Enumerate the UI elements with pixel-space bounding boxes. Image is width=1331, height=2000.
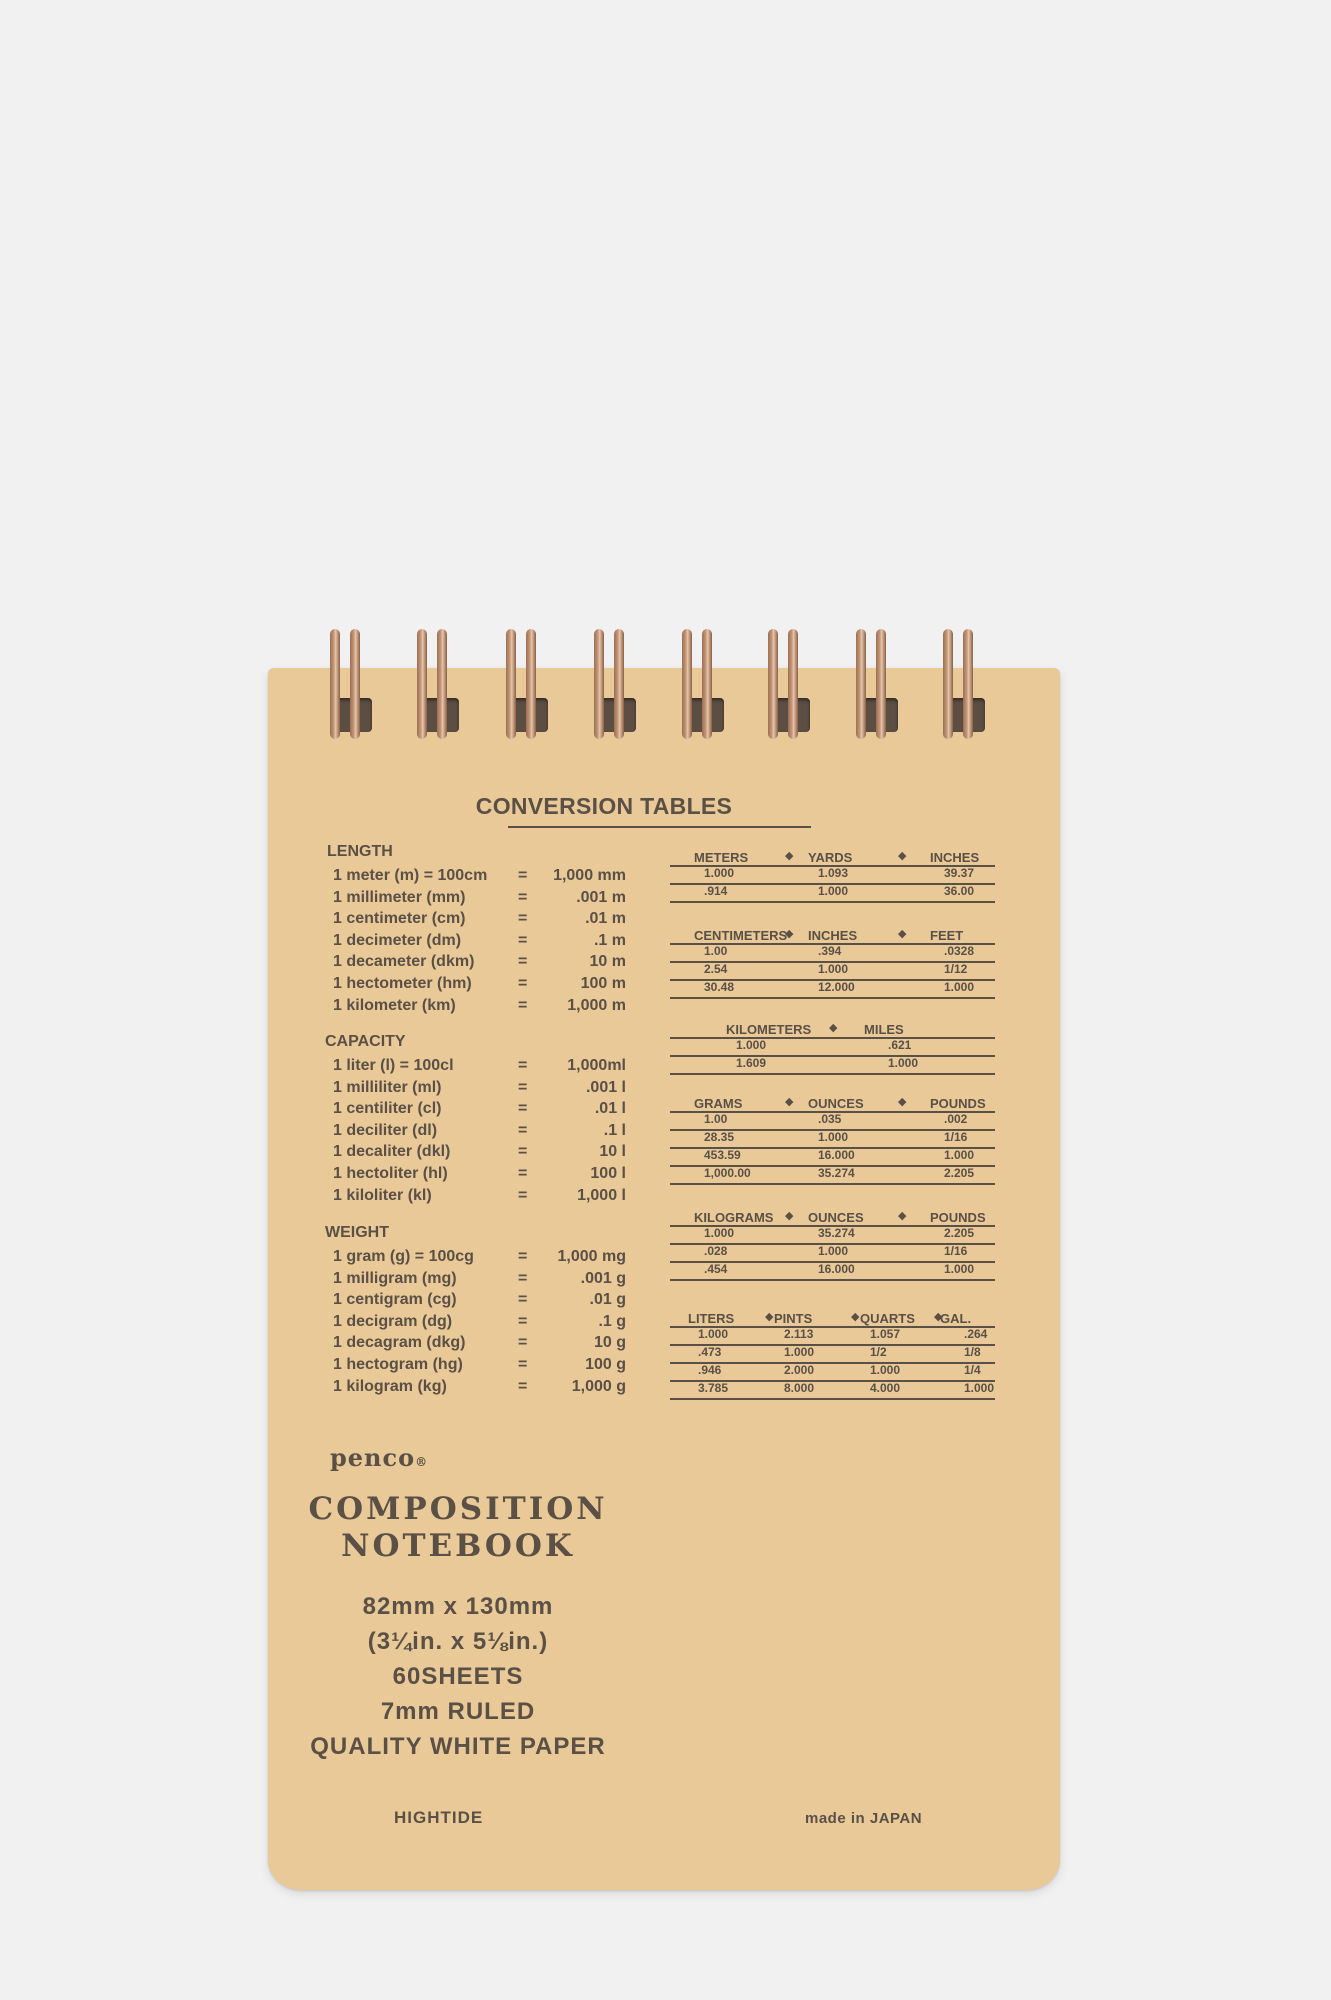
conversion-row xyxy=(333,953,626,973)
table-cell: 36.00 xyxy=(944,884,975,898)
penco-logo xyxy=(330,1443,428,1472)
equals-sign: = xyxy=(518,1165,528,1182)
table-cell: 1,000.00 xyxy=(704,1166,751,1180)
row-value: .1 m xyxy=(593,931,626,949)
row-label: 1 centiliter (cl) xyxy=(333,1100,442,1118)
row-label: 1 deciliter (dl) xyxy=(333,1121,438,1139)
row-value: 1,000 g xyxy=(571,1377,626,1395)
origin-label: made in JAPAN xyxy=(805,1810,923,1827)
table-cell: 1.609 xyxy=(736,1056,767,1070)
row-value: .01 g xyxy=(589,1291,626,1309)
row-value: .001 m xyxy=(576,888,626,906)
table-cell: 1.000 xyxy=(944,1262,975,1276)
table-rule xyxy=(670,997,995,999)
table-cell: .454 xyxy=(704,1262,728,1276)
diamond-arrow-icon: ◆ xyxy=(851,1311,860,1323)
table-rule xyxy=(670,1055,995,1057)
table-cell: 35.274 xyxy=(818,1166,855,1180)
equals-sign: = xyxy=(518,1186,528,1204)
table-cell: .028 xyxy=(704,1244,728,1258)
diamond-arrow-icon: ◆ xyxy=(898,1096,907,1108)
row-label: 1 milliliter (ml) xyxy=(333,1078,442,1096)
table-cell: 2.205 xyxy=(944,1226,975,1240)
conversion-row xyxy=(333,1356,626,1376)
table-header: QUARTS xyxy=(860,1311,915,1326)
conversion-row xyxy=(333,1143,626,1163)
conversion-row xyxy=(333,1291,626,1311)
row-label: 1 kilogram (kg) xyxy=(333,1377,447,1395)
equals-sign: = xyxy=(518,1143,528,1161)
table-cell: 12.000 xyxy=(818,980,855,994)
ring-wire xyxy=(943,629,953,739)
table-cell: 39.37 xyxy=(944,866,975,880)
ring-wire xyxy=(330,629,340,739)
conversion-row xyxy=(333,1270,626,1290)
table-cell: 1.000 xyxy=(818,1130,849,1144)
row-label: 1 hectogram (hg) xyxy=(333,1356,463,1373)
table-cell: 1.00 xyxy=(704,944,728,958)
equals-sign: = xyxy=(518,1100,528,1118)
diamond-arrow-icon: ◆ xyxy=(898,928,907,940)
row-value: .01 m xyxy=(585,910,626,928)
diamond-arrow-icon: ◆ xyxy=(785,928,794,940)
table-cell: 16.000 xyxy=(818,1148,855,1162)
table-cell: 1.000 xyxy=(818,962,849,976)
table-cell: 1.000 xyxy=(818,884,849,898)
ring-wire xyxy=(417,629,427,739)
conversion-row xyxy=(333,867,626,887)
spec-line: 7mm RULED xyxy=(380,1698,536,1725)
row-label: 1 liter (l) = 100cl xyxy=(333,1057,454,1074)
diamond-arrow-icon: ◆ xyxy=(765,1311,774,1323)
maker-name: HIGHTIDE xyxy=(394,1808,484,1827)
row-value: 1,000 l xyxy=(577,1186,626,1204)
row-value: .001 g xyxy=(580,1269,626,1287)
table-cell: 1.000 xyxy=(736,1038,767,1052)
table-cell: 1.000 xyxy=(704,1226,735,1240)
table-cell: 3.785 xyxy=(698,1381,729,1395)
table-header: GAL. xyxy=(940,1311,972,1326)
table-cell: 4.000 xyxy=(870,1381,901,1395)
table-cell: 8.000 xyxy=(784,1381,815,1395)
logo-text: penco xyxy=(330,1443,416,1472)
conversion-row xyxy=(333,1334,626,1354)
row-label: 1 meter (m) = 100cm xyxy=(333,867,488,884)
table-header: GRAMS xyxy=(694,1096,743,1111)
row-value: 10 g xyxy=(593,1334,626,1352)
diamond-arrow-icon: ◆ xyxy=(829,1022,838,1034)
table-cell: 1.00 xyxy=(704,1112,728,1126)
equals-sign: = xyxy=(518,975,528,992)
diamond-arrow-icon: ◆ xyxy=(785,1096,794,1108)
table-cell: 1.000 xyxy=(704,866,735,880)
row-value: 10 l xyxy=(599,1143,626,1161)
ring-wire xyxy=(682,629,692,739)
table-cell: .946 xyxy=(698,1363,722,1377)
equals-sign: = xyxy=(518,931,528,949)
equals-sign: = xyxy=(518,910,528,928)
table-cell: .0328 xyxy=(944,944,975,958)
conversion-row xyxy=(333,1165,626,1185)
row-label: 1 kiloliter (kl) xyxy=(333,1186,432,1204)
spec-line: (3¼in. x 5⅛in.) xyxy=(367,1628,549,1655)
row-value: 1,000 mg xyxy=(557,1248,626,1265)
section-heading-length: LENGTH xyxy=(327,843,393,860)
row-value: .001 l xyxy=(585,1078,626,1096)
row-label: 1 decameter (dkm) xyxy=(333,953,475,971)
row-label: 1 decigram (dg) xyxy=(333,1312,453,1330)
registered-mark: ® xyxy=(415,1455,429,1469)
conversion-row xyxy=(333,889,626,909)
table-cell: 1.000 xyxy=(818,1244,849,1258)
row-value: .1 l xyxy=(603,1121,626,1139)
row-value: .1 g xyxy=(598,1312,626,1330)
table-header: INCHES xyxy=(930,850,980,865)
conversion-title: CONVERSION TABLES xyxy=(475,793,733,819)
spec-line: QUALITY WHITE PAPER xyxy=(310,1733,606,1760)
table-header: KILOGRAMS xyxy=(694,1210,774,1225)
row-label: 1 centigram (cg) xyxy=(333,1291,457,1309)
row-label: 1 millimeter (mm) xyxy=(333,888,466,906)
section-heading-capacity: CAPACITY xyxy=(325,1033,406,1050)
equals-sign: = xyxy=(518,1121,528,1139)
table-cell: 1/8 xyxy=(964,1345,981,1359)
conversion-row xyxy=(333,1079,626,1099)
title-underline xyxy=(508,826,811,828)
table-header: OUNCES xyxy=(808,1210,864,1225)
row-value: 100 m xyxy=(580,975,626,992)
table-header: OUNCES xyxy=(808,1096,864,1111)
row-value: 100 l xyxy=(590,1165,626,1182)
ring-wire xyxy=(963,629,973,739)
conversion-row xyxy=(333,1187,626,1207)
equals-sign: = xyxy=(518,888,528,906)
equals-sign: = xyxy=(518,867,528,884)
conversion-row xyxy=(333,975,626,995)
equals-sign: = xyxy=(518,1291,528,1309)
equals-sign: = xyxy=(518,1269,528,1287)
spiral-ring xyxy=(768,625,824,750)
table-cell: 35.274 xyxy=(818,1226,855,1240)
row-value: 1,000ml xyxy=(567,1057,626,1074)
conversion-row xyxy=(333,932,626,952)
conversion-row xyxy=(333,1313,626,1333)
conversion-row xyxy=(333,910,626,930)
diamond-arrow-icon: ◆ xyxy=(934,1311,943,1323)
table-cell: 2.54 xyxy=(704,962,728,976)
spiral-ring xyxy=(856,625,912,750)
row-label: 1 decaliter (dkl) xyxy=(333,1143,451,1161)
table-header: CENTIMETERS xyxy=(694,928,788,943)
section-heading-weight: WEIGHT xyxy=(325,1224,389,1241)
equals-sign: = xyxy=(518,1078,528,1096)
equals-sign: = xyxy=(518,996,528,1014)
row-label: 1 milligram (mg) xyxy=(333,1269,457,1287)
table-cell: 16.000 xyxy=(818,1262,855,1276)
ring-wire xyxy=(526,629,536,739)
equals-sign: = xyxy=(518,1377,528,1395)
conversion-row xyxy=(333,1122,626,1142)
table-header: YARDS xyxy=(808,850,853,865)
row-label: 1 gram (g) = 100cg xyxy=(333,1248,474,1265)
equals-sign: = xyxy=(518,1356,528,1373)
spiral-ring xyxy=(506,625,562,750)
equals-sign: = xyxy=(518,953,528,971)
table-cell: 1/16 xyxy=(944,1130,968,1144)
composition-title-line1: COMPOSITION xyxy=(308,1491,608,1527)
table-cell: 2.205 xyxy=(944,1166,975,1180)
table-header: POUNDS xyxy=(930,1210,986,1225)
ring-wire xyxy=(856,629,866,739)
table-cell: 1.000 xyxy=(944,980,975,994)
ring-wire xyxy=(702,629,712,739)
row-value: 100 g xyxy=(585,1356,626,1373)
table-header: INCHES xyxy=(808,928,858,943)
conversion-row xyxy=(333,1057,626,1077)
table-cell: 1/12 xyxy=(944,962,968,976)
table-header: FEET xyxy=(930,928,964,943)
table-cell: 1/2 xyxy=(870,1345,887,1359)
spiral-ring xyxy=(943,625,999,750)
table-rule xyxy=(670,1183,995,1185)
table-header: PINTS xyxy=(774,1311,813,1326)
table-cell: 28.35 xyxy=(704,1130,735,1144)
table-rule xyxy=(670,1073,995,1075)
table-cell: 1.000 xyxy=(944,1148,975,1162)
table-cell: 2.113 xyxy=(784,1327,814,1341)
table-rule xyxy=(670,1279,995,1281)
diamond-arrow-icon: ◆ xyxy=(898,1210,907,1222)
row-value: 10 m xyxy=(589,953,626,971)
ring-wire xyxy=(768,629,778,739)
spiral-ring xyxy=(417,625,473,750)
equals-sign: = xyxy=(518,1312,528,1330)
table-cell: 1.000 xyxy=(784,1345,815,1359)
table-cell: 453.59 xyxy=(704,1148,741,1162)
table-header: KILOMETERS xyxy=(726,1022,812,1037)
table-rule xyxy=(670,1037,995,1039)
table-cell: 1.000 xyxy=(870,1363,901,1377)
table-cell: 1.000 xyxy=(964,1381,995,1395)
equals-sign: = xyxy=(518,1334,528,1352)
conversion-row xyxy=(333,1100,626,1120)
table-cell: 1.057 xyxy=(870,1327,901,1341)
table-cell: 1.093 xyxy=(818,866,849,880)
spec-line: 82mm x 130mm xyxy=(362,1593,554,1620)
diamond-arrow-icon: ◆ xyxy=(785,1210,794,1222)
table-header: MILES xyxy=(864,1022,904,1037)
table-cell: 1/16 xyxy=(944,1244,968,1258)
row-value: .01 l xyxy=(594,1100,626,1118)
diamond-arrow-icon: ◆ xyxy=(785,850,794,862)
conversion-row xyxy=(333,997,626,1017)
ring-wire xyxy=(594,629,604,739)
notebook-cover xyxy=(268,668,1060,1890)
row-label: 1 hectometer (hm) xyxy=(333,975,472,992)
table-cell: 1.000 xyxy=(888,1056,919,1070)
spiral-ring xyxy=(330,625,386,750)
table-header: LITERS xyxy=(688,1311,735,1326)
ring-wire xyxy=(350,629,360,739)
row-label: 1 kilometer (km) xyxy=(333,996,456,1014)
equals-sign: = xyxy=(518,1057,528,1074)
row-label: 1 decimeter (dm) xyxy=(333,931,462,949)
table-cell: .914 xyxy=(704,884,728,898)
table-cell: 1.000 xyxy=(698,1327,729,1341)
ring-wire xyxy=(506,629,516,739)
table-cell: 1/4 xyxy=(964,1363,981,1377)
table-cell: .264 xyxy=(964,1327,988,1341)
conversion-row xyxy=(333,1248,626,1268)
table-rule xyxy=(670,1398,995,1400)
table-cell: 2.000 xyxy=(784,1363,815,1377)
table-header: POUNDS xyxy=(930,1096,986,1111)
row-value: 1,000 mm xyxy=(553,867,626,884)
spec-line: 60SHEETS xyxy=(392,1663,524,1690)
table-cell: .394 xyxy=(818,944,842,958)
composition-title-line2: NOTEBOOK xyxy=(341,1528,575,1564)
conversion-row xyxy=(333,1378,626,1398)
table-cell: .473 xyxy=(698,1345,722,1359)
table-cell: .035 xyxy=(818,1112,842,1126)
diamond-arrow-icon: ◆ xyxy=(898,850,907,862)
table-cell: .002 xyxy=(944,1112,968,1126)
row-label: 1 hectoliter (hl) xyxy=(333,1165,448,1182)
equals-sign: = xyxy=(518,1248,528,1265)
ring-wire xyxy=(788,629,798,739)
ring-wire xyxy=(614,629,624,739)
row-value: 1,000 m xyxy=(567,996,626,1014)
spiral-ring xyxy=(682,625,738,750)
ring-wire xyxy=(437,629,447,739)
table-cell: 30.48 xyxy=(704,980,735,994)
table-cell: .621 xyxy=(888,1038,912,1052)
row-label: 1 centimeter (cm) xyxy=(333,910,466,928)
spiral-ring xyxy=(594,625,650,750)
row-label: 1 decagram (dkg) xyxy=(333,1334,466,1352)
ring-wire xyxy=(876,629,886,739)
table-header: METERS xyxy=(694,850,749,865)
table-rule xyxy=(670,901,995,903)
